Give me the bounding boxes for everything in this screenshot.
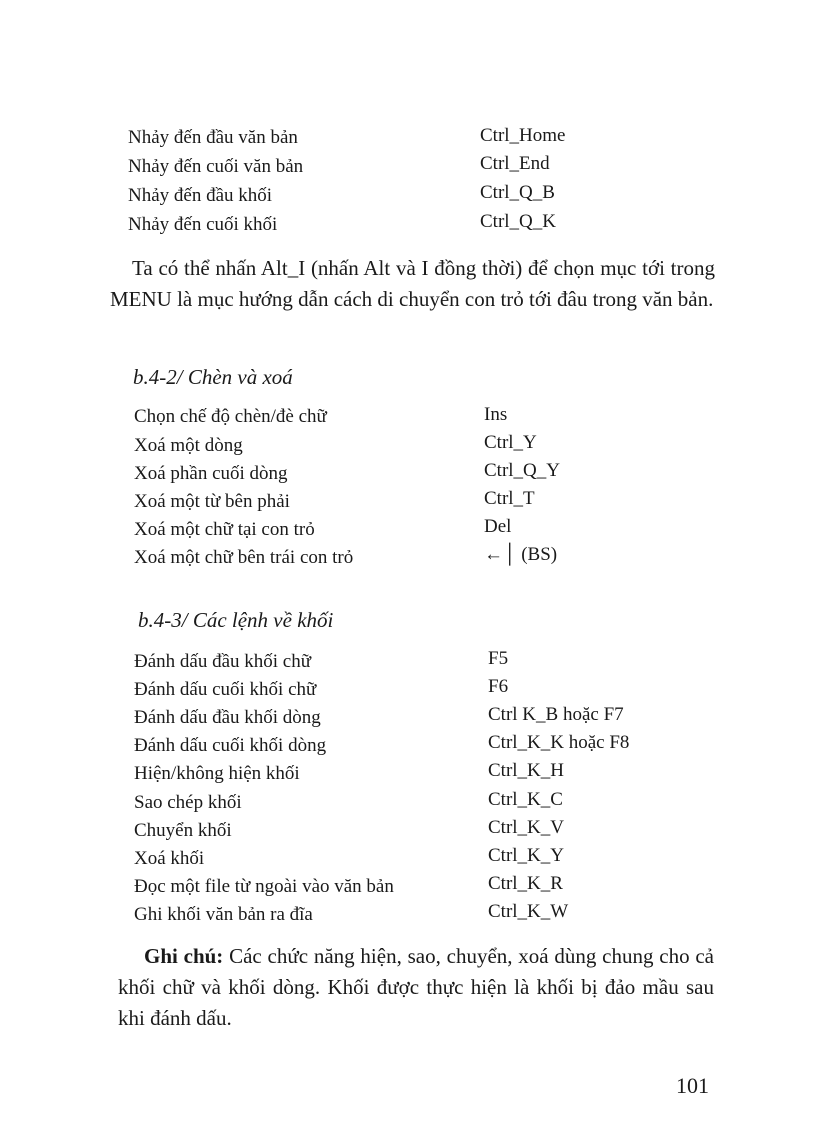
block-row-action: Ghi khối văn bản ra đĩa <box>134 904 313 925</box>
nav-row-action: Nhảy đến đầu khối <box>128 185 273 206</box>
block-row-action: Hiện/không hiện khối <box>134 763 300 784</box>
insert-row-key: Ins <box>484 404 508 425</box>
section-title-block: b.4-3/ Các lệnh về khối <box>138 608 334 632</box>
insert-row-action: Xoá một chữ bên trái con trỏ <box>134 547 354 568</box>
insert-row-action: Chọn chế độ chèn/đè chữ <box>134 406 327 427</box>
note-label: Ghi chú: <box>144 944 224 968</box>
insert-row-key: ←│ (BS) <box>484 544 558 565</box>
page-number: 101 <box>676 1073 709 1098</box>
insert-row-key: Ctrl_Q_Y <box>484 460 560 481</box>
insert-row-key: Del <box>484 516 512 537</box>
block-row-action: Đánh dấu cuối khối chữ <box>134 679 317 700</box>
block-row-action: Đánh dấu đầu khối chữ <box>134 651 312 672</box>
nav-row-action: Nhảy đến cuối văn bản <box>128 156 304 177</box>
insert-row-key: Ctrl_Y <box>484 432 537 453</box>
block-row-key: Ctrl_K_Y <box>488 845 564 866</box>
alt-paragraph: Ta có thể nhấn Alt_I (nhấn Alt và I đồng thời) để chọn mục tới trong MENU là mục hướng dẫn cách di chuyển con trỏ tới đâu trong văn bản. <box>110 256 715 311</box>
block-row-key: Ctrl_K_H <box>488 760 564 781</box>
block-row-key: Ctrl_K_W <box>488 901 569 922</box>
insert-row-action: Xoá một từ bên phải <box>134 491 290 512</box>
block-row-key: Ctrl K_B hoặc F7 <box>488 704 624 725</box>
nav-row-action: Nhảy đến cuối khối <box>128 214 278 235</box>
block-row-key: F6 <box>488 676 509 697</box>
note-paragraph <box>118 941 714 1034</box>
block-row-action: Sao chép khối <box>134 792 242 813</box>
block-row-key: Ctrl_K_C <box>488 789 563 810</box>
block-row-action: Đánh dấu cuối khối dòng <box>134 735 327 756</box>
note-text: Các chức năng hiện, sao, chuyển, xoá dùng chung cho cả khối chữ và khối dòng. Khối được thực hiện là khối bị đảo mầu sau khi đánh dấu. <box>118 944 715 1030</box>
insert-row-action: Xoá phần cuối dòng <box>134 463 288 484</box>
nav-row-key: Ctrl_Q_K <box>480 211 556 232</box>
block-row-key: F5 <box>488 648 509 669</box>
nav-row-key: Ctrl_Home <box>480 125 566 146</box>
nav-row-action: Nhảy đến đầu văn bản <box>128 127 298 148</box>
insert-row-action: Xoá một dòng <box>134 435 243 456</box>
block-row-key: Ctrl_K_K hoặc F8 <box>488 732 630 753</box>
insert-row-action: Xoá một chữ tại con trỏ <box>134 519 315 540</box>
block-row-action: Đánh dấu đầu khối dòng <box>134 707 321 728</box>
block-row-key: Ctrl_K_R <box>488 873 563 894</box>
nav-row-key: Ctrl_Q_B <box>480 182 555 203</box>
insert-row-key: Ctrl_T <box>484 488 535 509</box>
block-row-action: Đọc một file từ ngoài vào văn bản <box>134 876 394 897</box>
nav-row-key: Ctrl_End <box>480 153 550 174</box>
block-row-action: Chuyển khối <box>134 820 232 841</box>
block-row-action: Xoá khối <box>134 848 205 869</box>
block-row-key: Ctrl_K_V <box>488 817 564 838</box>
section-title-insert: b.4-2/ Chèn và xoá <box>133 365 293 389</box>
